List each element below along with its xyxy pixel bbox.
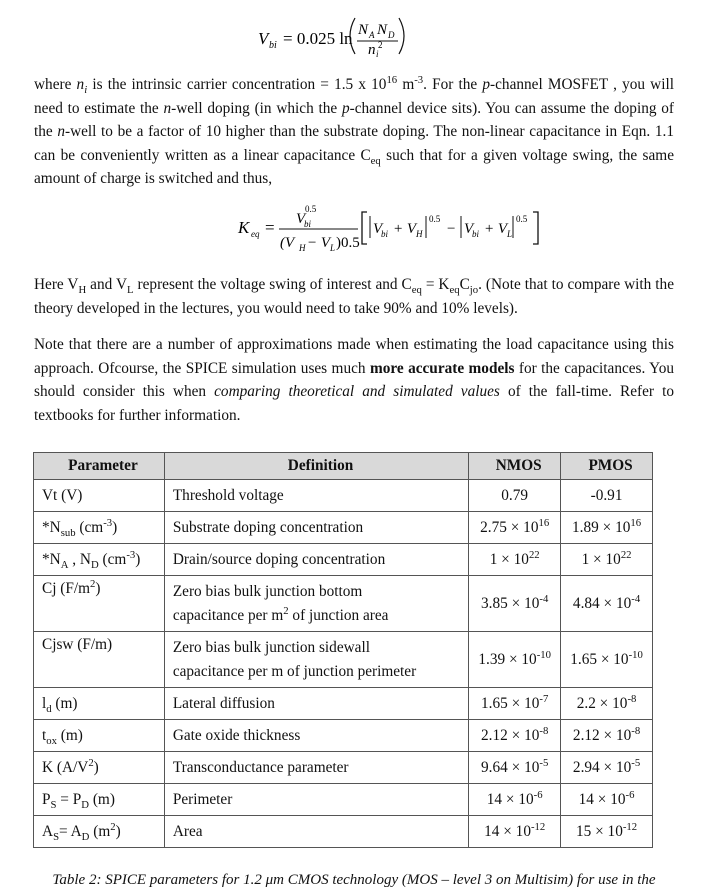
eq2-den-mid: − V: [307, 235, 331, 251]
pmos-cell: -0.91: [561, 480, 653, 512]
italic-comparing: comparing theoretical and simulated values: [214, 383, 500, 400]
nmos-cell: $1.39 \times 10^{-10}$: [469, 632, 561, 688]
pmos-cell: $14 \times 10^{-6}$: [561, 784, 653, 816]
header-definition: Definition: [164, 453, 468, 480]
eq1-num-sub-d: D: [388, 30, 395, 40]
definition-cell: Lateral diffusion: [164, 688, 468, 720]
pmos-cell: $1.89 \times 10^{16}$: [561, 512, 653, 544]
header-pmos: PMOS: [561, 453, 653, 480]
equation-built-in-voltage: [0, 14, 706, 58]
nmos-cell: $1.65 \times 10^{-7}$: [469, 688, 561, 720]
pmos-cell: $2.94 \times 10^{-5}$: [561, 752, 653, 784]
nmos-cell: $1 \times 10^{22}$: [469, 544, 561, 576]
table-row: [34, 632, 653, 688]
pmos-cell: $4.84 \times 10^{-4}$: [561, 576, 653, 632]
spice-parameters-table: [33, 452, 653, 848]
table-header-row: [34, 453, 653, 480]
table-row: [34, 720, 653, 752]
table-caption: Table 2: SPICE parameters for 1.2 μm CMOS technology (MOS – level 3 on Multisim) for use in the: [52, 872, 656, 888]
param-cell: K $(A/V^2)$: [34, 752, 165, 784]
definition-cell: Zero bias bulk junction bottom capacitance per $m^2$ of junction area: [164, 576, 468, 632]
eq2-br-bi2: bi: [472, 229, 480, 239]
param-cell: $P_S = P_D$ (m): [34, 784, 165, 816]
param-cell: Vt (V): [34, 480, 165, 512]
eq1-lhs: V: [258, 29, 269, 48]
pmos-cell: $1 \times 10^{22}$: [561, 544, 653, 576]
eq2-br-plus2: + V: [484, 221, 508, 237]
eq2-right-bracket: [533, 212, 538, 244]
pmos-cell: $1.65 \times 10^{-10}$: [561, 632, 653, 688]
header-parameter: Parameter: [34, 453, 165, 480]
param-cell: Cj $(F/m^2)$: [34, 576, 165, 632]
eq1-numerator: N: [358, 22, 369, 38]
eq2-equals: =: [265, 218, 275, 237]
table-row: [34, 688, 653, 720]
nmos-cell: $14 \times 10^{-12}$: [469, 816, 561, 848]
definition-cell: Perimeter: [164, 784, 468, 816]
eq2-br-v1: V: [373, 221, 383, 237]
pmos-cell: $2.12 \times 10^{-8}$: [561, 720, 653, 752]
eq1-den-sup: 2: [378, 40, 383, 50]
header-nmos: NMOS: [469, 453, 561, 480]
param-cell: $*N_A$ , $N_D$ $(cm^{-3})$: [34, 544, 165, 576]
table-row: [34, 512, 653, 544]
eq1-right-paren: [399, 18, 404, 54]
nmos-cell: 0.79: [469, 480, 561, 512]
definition-cell: Area: [164, 816, 468, 848]
definition-cell: Substrate doping concentration: [164, 512, 468, 544]
eq2-br-exp2: 0.5: [516, 214, 528, 224]
param-cell: $t_{ox}$ (m): [34, 720, 165, 752]
eq2-num-sup: 0.5: [305, 204, 317, 214]
table-row: [34, 816, 653, 848]
eq2-br-bi1: bi: [381, 229, 389, 239]
eq2-num: V: [296, 211, 306, 227]
eq2-br-exp1: 0.5: [429, 214, 441, 224]
param-cell: $l_d$ (m): [34, 688, 165, 720]
table-row: [34, 784, 653, 816]
param-cell: $A_S= A_D$ $(m^2)$: [34, 816, 165, 848]
param-cell: Cjsw (F/m): [34, 632, 165, 688]
eq1-rhs: = 0.025 ln: [283, 29, 353, 48]
eq2-den-end: )0.5: [336, 235, 360, 251]
eq2-br-l: L: [507, 229, 513, 239]
eq2-br-minus: −: [447, 221, 456, 237]
definition-cell: Transconductance parameter: [164, 752, 468, 784]
eq1-numerator-2: N: [377, 22, 388, 38]
param-cell: $*N_{sub}$ $(cm^{-3})$: [34, 512, 165, 544]
eq2-k-sub: eq: [251, 229, 260, 239]
eq2-den: (V: [280, 235, 295, 251]
eq2-k: K: [238, 218, 250, 237]
pmos-cell: $2.2 \times 10^{-8}$: [561, 688, 653, 720]
nmos-cell: $9.64 \times 10^{-5}$: [469, 752, 561, 784]
eq2-br-h: H: [416, 229, 423, 239]
eq1-denominator: n: [368, 42, 376, 58]
table-row: [34, 480, 653, 512]
eq2-den-h: H: [299, 243, 306, 253]
nmos-cell: $14 \times 10^{-6}$: [469, 784, 561, 816]
eq2-left-bracket: [362, 212, 367, 244]
bold-accurate-models: more accurate models: [369, 359, 515, 377]
nmos-cell: $2.75 \times 10^{16}$: [469, 512, 561, 544]
table-row: [34, 544, 653, 576]
nmos-cell: $3.85 \times 10^{-4}$: [469, 576, 561, 632]
eq2-br-v2: V: [464, 221, 474, 237]
paragraph-voltage-swing: Here $V_H$ and $V_L$ represent the voltage swing of interest and $C_{eq} = K_{eq}C_{jo}$. (Note that to compare with the theory developed in the lectures, you would need to take 90% and 10% levels).: [34, 276, 674, 317]
table-row: [34, 752, 653, 784]
eq1-lhs-sub: bi: [269, 40, 277, 51]
eq1-num-sub-a: A: [369, 30, 375, 40]
definition-cell: Zero bias bulk junction sidewall capacitance per m of junction perimeter: [164, 632, 468, 688]
pmos-cell: $15 \times 10^{-12}$: [561, 816, 653, 848]
definition-cell: Gate oxide thickness: [164, 720, 468, 752]
paragraph-approximations-note: Note that there are a number of approximations made when estimating the load capacitance using this approach. Ofcourse, the SPICE simulation uses much more accurate models for the capacitances. You should consider this when comparing theoretical and simulated values of the fall-time. Refer to textbooks for further information.: [34, 336, 674, 424]
eq2-num-sub: bi: [304, 219, 312, 229]
nmos-cell: $2.12 \times 10^{-8}$: [469, 720, 561, 752]
eq1-den-sub: i: [376, 49, 379, 58]
definition-cell: Threshold voltage: [164, 480, 468, 512]
equation-keq: [0, 200, 706, 258]
paragraph-intrinsic-carrier: where $n_i$ is the intrinsic carrier concentration = 1.5 x $10^{16}$ $m^{-3}$. For the p-channel MOSFET , you will need to estimate the n-well doping (in which the p-channel device sits). You can assume the doping of the n-well to be a factor of 10 higher than the substrate doping. The non-linear capacitance in Eqn. 1.1 can be conveniently written as a linear capacitance $C_{eq}$ such that for a given voltage swing, the same amount of charge is switched and thus,: [34, 73, 675, 187]
definition-cell: Drain/source doping concentration: [164, 544, 468, 576]
eq2-br-plus1: + V: [393, 221, 417, 237]
table-row: [34, 576, 653, 632]
eq2-den-l: L: [330, 243, 336, 253]
